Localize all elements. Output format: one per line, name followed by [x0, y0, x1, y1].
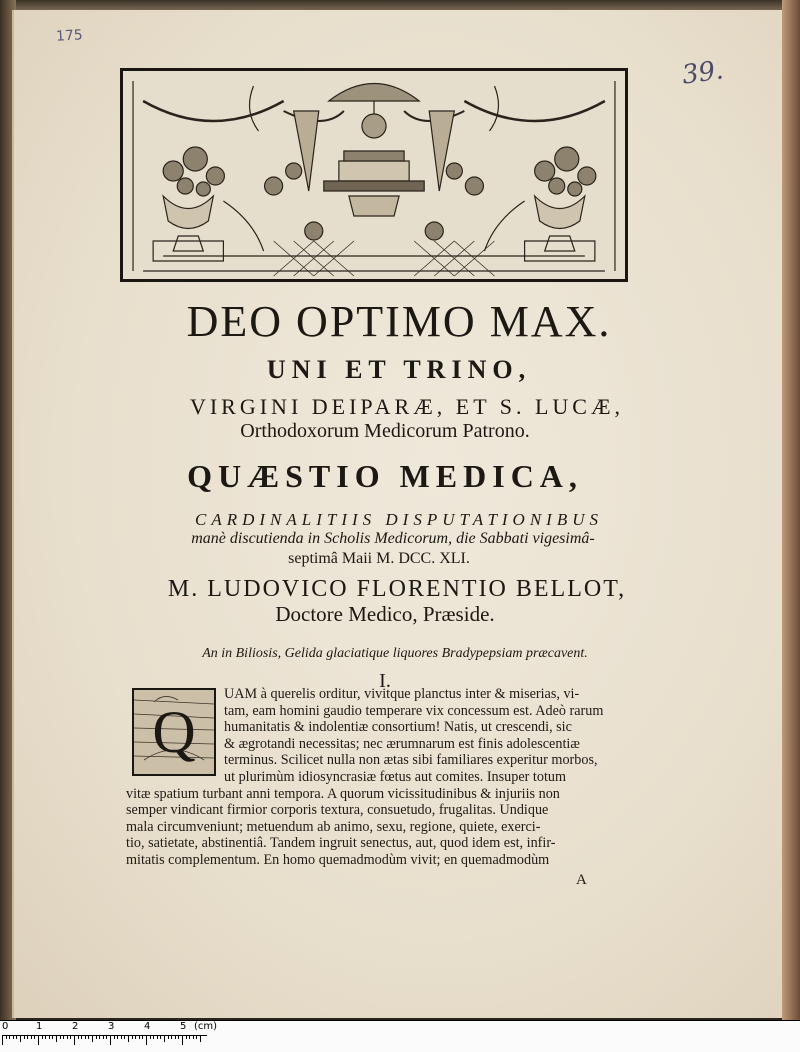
ruler-tick [78, 1035, 79, 1039]
book-page [12, 10, 782, 1018]
title-date: septimâ Maii M. DCC. XLI. [288, 550, 470, 567]
title-mane: manè discutienda in Scholis Medicorum, die Sabbati vigesimâ- [191, 530, 595, 547]
ruler-tick [175, 1035, 176, 1039]
ruler-tick [193, 1035, 194, 1039]
body-line: UAM à querelis orditur, vivitque planctus inter & miserias, vi- [224, 686, 580, 702]
ruler-tick [67, 1035, 68, 1039]
title-praeses-name: M. LUDOVICO FLORENTIO BELLOT, [167, 576, 627, 602]
ruler-tick [110, 1035, 111, 1045]
ruler-tick [92, 1035, 93, 1042]
ruler-tick [24, 1035, 25, 1039]
ruler-tick [81, 1035, 82, 1039]
ruler-tick [182, 1035, 183, 1045]
body-line: vitæ spatium turbant anni tempora. A quorum vicissitudinibus & injuriis non [126, 785, 560, 802]
scale-ruler [0, 1020, 800, 1052]
ruler-number: 2 [72, 1021, 79, 1032]
title-virgini: VIRGINI DEIPARÆ, ET S. LUCÆ, [189, 394, 625, 419]
ruler-tick [146, 1035, 147, 1045]
folio-note: 175 [55, 27, 84, 45]
handwritten-page-number: 39. [680, 55, 726, 91]
ruler-tick [60, 1035, 61, 1039]
ruler-tick [168, 1035, 169, 1039]
title-uni-trino: UNI ET TRINO, [266, 355, 532, 384]
section-numeral: I. [379, 670, 391, 692]
ruler-tick [121, 1035, 122, 1039]
ruler-tick [99, 1035, 100, 1039]
body-line: tam, eam homini gaudio temperare vix concessum est. Adeò rarum [224, 702, 604, 719]
ruler-tick [20, 1035, 21, 1042]
ruler-tick [171, 1035, 172, 1039]
ruler-tick [142, 1035, 143, 1039]
book-right-edge [782, 0, 800, 1020]
title-praeses-role: Doctore Medico, Præside. [275, 602, 495, 626]
ruler-tick [124, 1035, 125, 1039]
ruler-tick [186, 1035, 187, 1039]
ruler-tick [38, 1035, 39, 1045]
ruler-tick [85, 1035, 86, 1039]
ruler-tick [9, 1035, 10, 1039]
ruler-tick [2, 1035, 3, 1045]
ruler-tick [128, 1035, 129, 1042]
ruler-number: 3 [108, 1021, 115, 1032]
body-line: mitatis complementum. En homo quemadmodùm vivit; en quemadmodùm [126, 851, 550, 868]
ruler-tick [135, 1035, 136, 1039]
ruler-tick [189, 1035, 190, 1039]
ruler-tick [117, 1035, 118, 1039]
title-cardinalitiis: CARDINALITIIS DISPUTATIONIBUS [194, 510, 603, 529]
ruler-bar [2, 1035, 207, 1039]
ruler-tick [45, 1035, 46, 1039]
ruler-number: 5 [180, 1021, 187, 1032]
body-line: terminus. Scilicet nulla non ætas sibi familiares experitur morbos, [224, 752, 598, 769]
ruler-tick [153, 1035, 154, 1039]
body-line: tio, satietate, abstinentiâ. Tandem ingruit senectus, aut, quod idem est, infir- [126, 835, 556, 852]
ruler-tick [96, 1035, 97, 1039]
ruler-tick [13, 1035, 14, 1039]
catchword: A [576, 872, 587, 888]
ruler-tick [16, 1035, 17, 1039]
body-line: & ægrotandi necessitas; nec ærumnarum est finis adolescentiæ [224, 735, 580, 752]
ruler-tick [103, 1035, 104, 1039]
ruler-tick [70, 1035, 71, 1039]
ruler-tick [132, 1035, 133, 1039]
body-line: semper vindicant firmior corporis textura, consuetudo, frugalitas. Undique [126, 802, 549, 819]
ornamental-headpiece [120, 68, 628, 282]
ruler-tick [56, 1035, 57, 1042]
ruler-tick [139, 1035, 140, 1039]
ruler-tick [178, 1035, 179, 1039]
body-line: mala circumveniunt; metuendum ab animo, sexu, regione, quiete, exerci- [126, 818, 541, 835]
body-line: ut plurimùm idiosyncrasiæ fœtus aut comites. Insuper totum [224, 768, 567, 785]
ruler-tick [150, 1035, 151, 1039]
drop-cap-letter: Q [152, 699, 196, 765]
ruler-unit: (cm) [194, 1021, 218, 1032]
ruler-tick [6, 1035, 7, 1039]
title-quaestio: QUÆSTIO MEDICA, [187, 458, 583, 494]
ruler-tick [49, 1035, 50, 1039]
ruler-tick [88, 1035, 89, 1039]
ruler-tick [34, 1035, 35, 1039]
ruler-tick [106, 1035, 107, 1039]
title-deo: DEO OPTIMO MAX. [186, 297, 612, 346]
ruler-tick [74, 1035, 75, 1045]
ruler-tick [196, 1035, 197, 1039]
ruler-tick [164, 1035, 165, 1042]
ruler-number: 1 [36, 1021, 43, 1032]
ruler-tick [157, 1035, 158, 1039]
ruler-tick [200, 1035, 201, 1042]
title-orthodoxorum: Orthodoxorum Medicorum Patrono. [240, 420, 530, 442]
ruler-number: 0 [2, 1021, 9, 1032]
ruler-tick [31, 1035, 32, 1039]
question-heading: An in Biliosis, Gelida glaciatique liquores Bradypepsiam præcavent. [202, 646, 588, 661]
ruler-number: 4 [144, 1021, 151, 1032]
ruler-tick [52, 1035, 53, 1039]
ruler-tick [42, 1035, 43, 1039]
ruler-tick [27, 1035, 28, 1039]
ruler-tick [114, 1035, 115, 1039]
body-line: humanitatis & indolentiæ consortium! Natis, ut crescendi, sic [224, 719, 572, 736]
body-paragraph [126, 686, 646, 869]
ruler-tick [160, 1035, 161, 1039]
ruler-tick [63, 1035, 64, 1039]
